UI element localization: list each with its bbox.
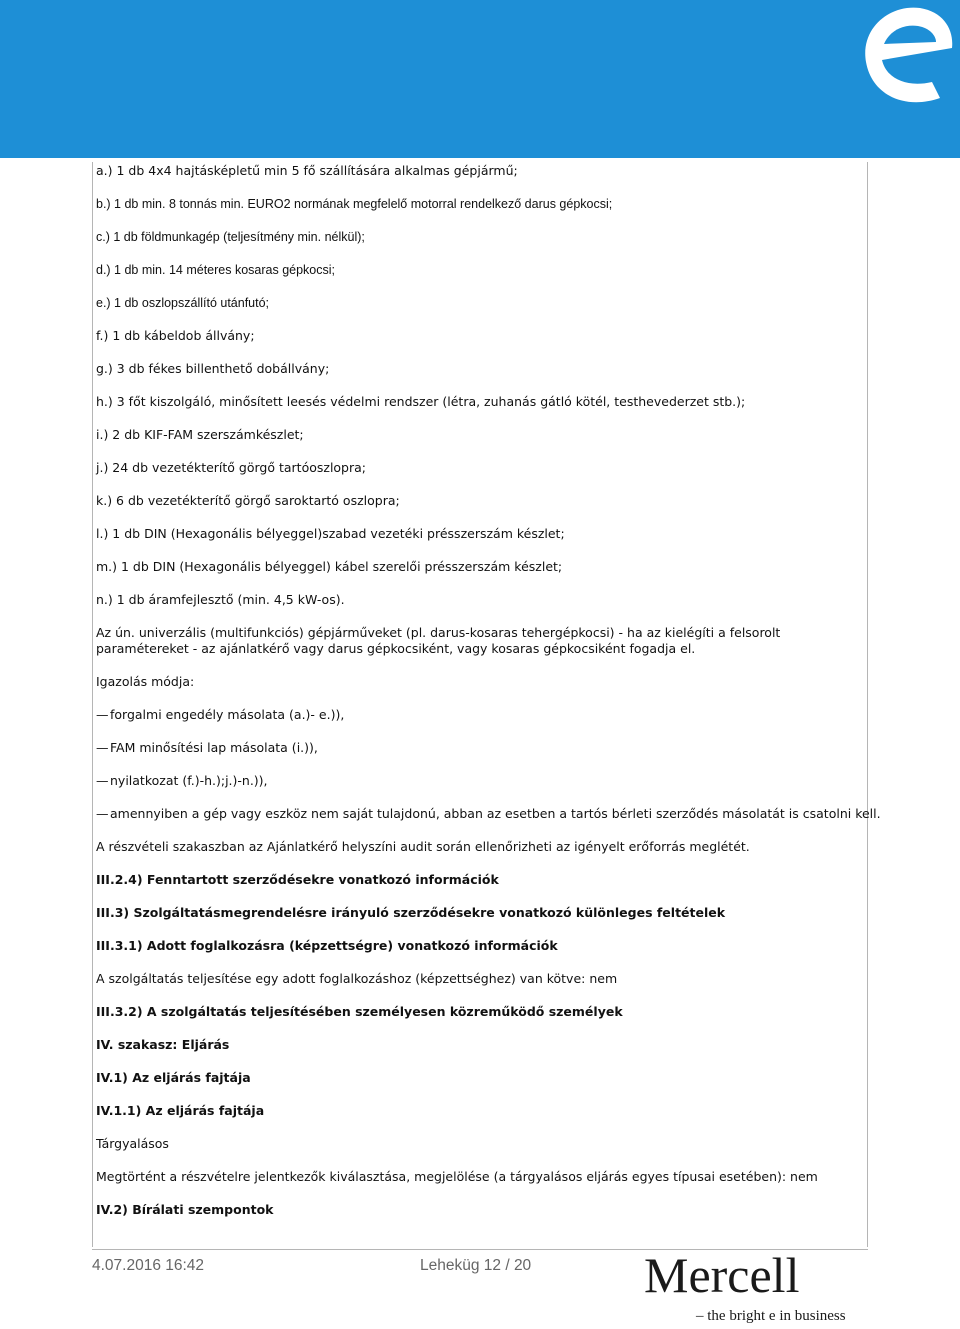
list-item: f.) 1 db kábeldob állvány;	[96, 328, 255, 343]
dash-bullet-icon: —	[96, 806, 109, 821]
audit-note: A részvételi szakaszban az Ajánlatkérő helyszíni audit során ellenőrizheti az igényelt erőforrás meglétét.	[96, 839, 750, 854]
list-item: l.) 1 db DIN (Hexagonális bélyeggel)szabad vezetéki présszerszám készlet;	[96, 526, 565, 541]
list-item: h.) 3 főt kiszolgáló, minősített leesés védelmi rendszer (létra, zuhanás gátló kötél, testhevederzet stb.);	[96, 394, 746, 409]
dash-bullet-icon: —	[96, 707, 109, 722]
section-heading: III.3.2) A szolgáltatás teljesítésében személyesen közreműködő személyek	[96, 1004, 623, 1019]
list-item: m.) 1 db DIN (Hexagonális bélyeggel) kábel szerelői présszerszám készlet;	[96, 559, 563, 574]
header-banner	[0, 0, 960, 158]
section-heading: IV.1) Az eljárás fajtája	[96, 1070, 251, 1085]
section-text: Megtörtént a részvételre jelentkezők kiválasztása, megjelölése (a tárgyalásos eljárás egyes típusai esetében): nem	[96, 1169, 818, 1184]
footer-timestamp: 4.07.2016 16:42	[92, 1257, 205, 1274]
dash-bullet-icon: —	[96, 773, 109, 788]
section-heading: III.2.4) Fenntartott szerződésekre vonatkozó információk	[96, 872, 499, 887]
proof-item: — forgalmi engedély másolata (a.)- e.)),	[96, 707, 345, 722]
list-item: n.) 1 db áramfejlesztő (min. 4,5 kW-os).	[96, 592, 345, 607]
proof-item: — nyilatkozat (f.)-h.);j.)-n.)),	[96, 773, 268, 788]
brand-name: Mercell	[644, 1247, 800, 1303]
universal-vehicle-note: Az ún. univerzális (multifunkciós) gépjárműveket (pl. darus-kosaras tehergépkocsi) - ha az kielégíti a felsorolt paramétereket - az ajánlatkérő vagy darus gépkocsiként, vagy kosaras gépkocsiként fogadja el.	[96, 625, 781, 656]
frame-left-border	[92, 162, 93, 1247]
document-body	[96, 163, 881, 1235]
section-heading: IV. szakasz: Eljárás	[96, 1037, 230, 1052]
list-item: g.) 3 db fékes billenthető dobállvány;	[96, 361, 330, 376]
list-item: a.) 1 db 4x4 hajtásképletű min 5 fő szállítására alkalmas gépjármű;	[96, 163, 518, 178]
footer-page-number: Leheküg 12 / 20	[420, 1257, 532, 1274]
proof-item: — FAM minősítési lap másolata (i.)),	[96, 740, 318, 755]
mercell-e-logo-icon	[820, 0, 960, 110]
frame-right-border	[867, 162, 868, 1247]
section-heading: IV.1.1) Az eljárás fajtája	[96, 1103, 265, 1118]
list-item: j.) 24 db vezetékterítő görgő tartóoszlopra;	[96, 460, 367, 475]
list-item: e.) 1 db oszlopszállító utánfutó;	[96, 296, 270, 310]
section-heading: III.3.1) Adott foglalkozásra (képzettségre) vonatkozó információk	[96, 938, 558, 953]
proof-method-label: Igazolás módja:	[96, 674, 195, 689]
proof-item: — amennyiben a gép vagy eszköz nem saját tulajdonú, abban az esetben a tartós bérleti szerződés másolatát is csatolni kell.	[96, 806, 881, 821]
section-heading: IV.2) Bírálati szempontok	[96, 1202, 274, 1217]
list-item: b.) 1 db min. 8 tonnás min. EURO2 normának megfelelő motorral rendelkező darus gépkocsi;	[96, 197, 613, 211]
brand-tagline: – the bright e in business	[696, 1308, 846, 1324]
section-heading: III.3) Szolgáltatásmegrendelésre irányuló szerződésekre vonatkozó különleges feltételek	[96, 905, 726, 920]
mercell-brand-logo	[640, 1248, 870, 1328]
list-item: d.) 1 db min. 14 méteres kosaras gépkocsi;	[96, 263, 336, 277]
list-item: k.) 6 db vezetékterítő görgő saroktartó oszlopra;	[96, 493, 400, 508]
list-item: i.) 2 db KIF-FAM szerszámkészlet;	[96, 427, 304, 442]
section-text: A szolgáltatás teljesítése egy adott foglalkozáshoz (képzettséghez) van kötve: nem	[96, 971, 618, 986]
list-item: c.) 1 db földmunkagép (teljesítmény min. nélkül);	[96, 230, 365, 244]
dash-bullet-icon: —	[96, 740, 109, 755]
section-text: Tárgyalásos	[96, 1136, 169, 1151]
